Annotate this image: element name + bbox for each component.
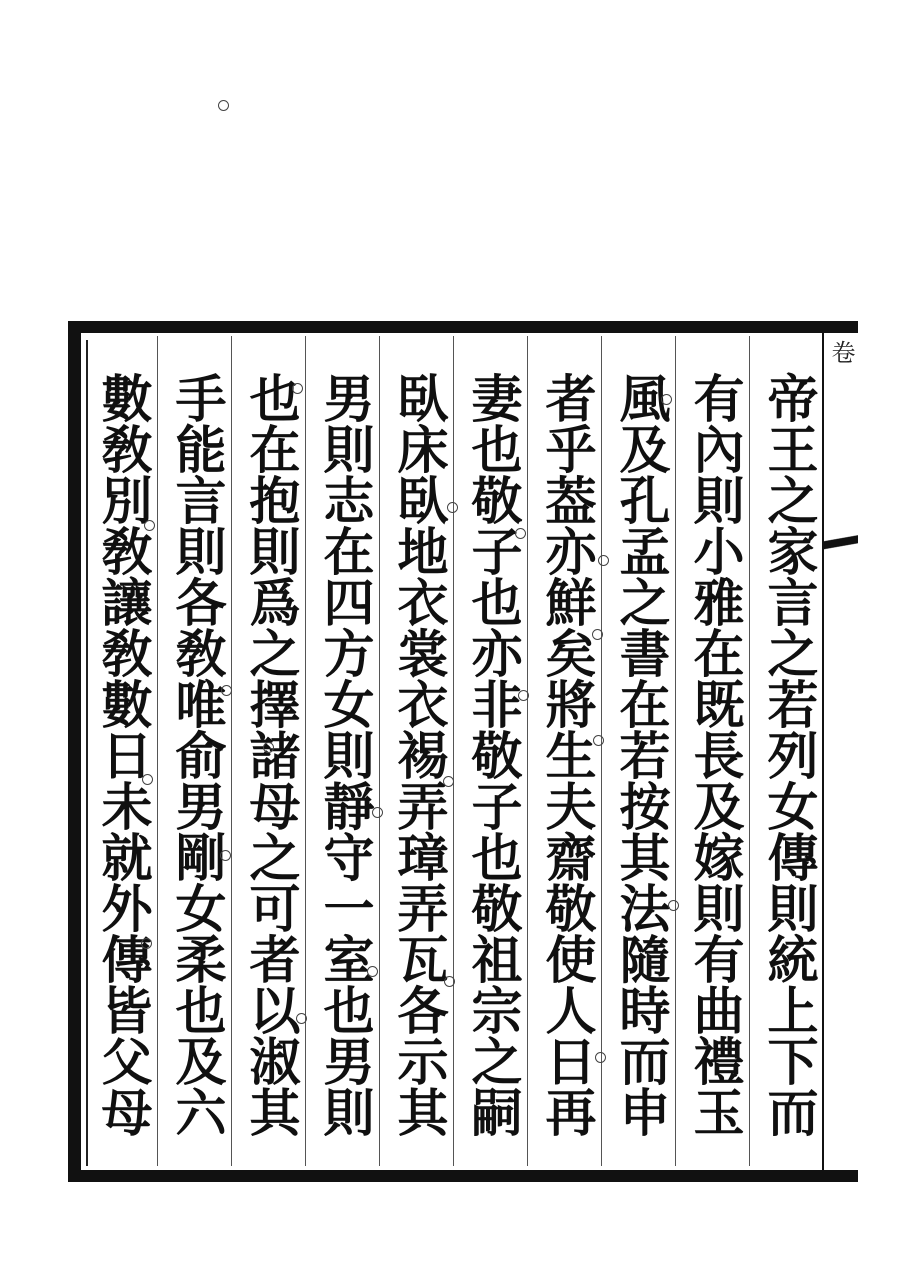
punctuation-dot xyxy=(598,555,609,566)
punctuation-dot xyxy=(661,394,672,405)
punctuation-dot xyxy=(592,629,603,640)
text-column-7: 男則志在四方女則靜守一室也男則 xyxy=(314,372,374,1137)
punctuation-dot xyxy=(444,976,455,987)
column-rule xyxy=(675,336,676,1166)
text-column-8: 也在抱則爲之擇諸母之可者以淑其 xyxy=(240,372,300,1137)
text-column-3: 風及孔孟之書在若按其法隨時而申 xyxy=(610,372,670,1137)
punctuation-dot xyxy=(367,966,378,977)
text-column-6: 臥床臥地衣裳衣裼弄璋弄瓦各示其 xyxy=(388,372,448,1137)
text-columns xyxy=(84,372,820,1172)
punctuation-dot xyxy=(292,383,303,394)
text-column-10: 數敎別敎讓敎數日未就外傳皆父母 xyxy=(92,372,152,1137)
column-rule xyxy=(305,336,306,1166)
punctuation-dot xyxy=(447,502,458,513)
punctuation-dot xyxy=(144,520,155,531)
punctuation-dot xyxy=(263,742,274,753)
text-column-9: 手能言則各敎唯俞男剛女柔也及六 xyxy=(166,372,226,1137)
punctuation-dot xyxy=(593,735,604,746)
punctuation-dot xyxy=(518,690,529,701)
punctuation-dot xyxy=(142,774,153,785)
punctuation-dot xyxy=(443,776,454,787)
column-rule xyxy=(231,336,232,1166)
punctuation-dot xyxy=(221,685,232,696)
column-rule xyxy=(379,336,380,1166)
punctuation-dot xyxy=(218,100,229,111)
text-column-4: 者乎葢亦鮮矣將生夫齋敬使人日再 xyxy=(536,372,596,1137)
column-rule xyxy=(527,336,528,1166)
frame-left-border xyxy=(68,321,81,1182)
punctuation-dot xyxy=(296,1013,307,1024)
fold-label: 卷 xyxy=(827,340,855,368)
punctuation-dot xyxy=(595,1052,606,1063)
column-rule xyxy=(453,336,454,1166)
text-column-5: 妻也敬子也亦非敬子也敬祖宗之嗣 xyxy=(462,372,522,1137)
punctuation-dot xyxy=(668,900,679,911)
text-column-1: 帝王之家言之若列女傳則統上下而 xyxy=(758,372,818,1137)
column-rule xyxy=(601,336,602,1166)
punctuation-dot xyxy=(515,528,526,539)
column-rule xyxy=(749,336,750,1166)
center-fold-strip xyxy=(822,333,860,1170)
column-rule xyxy=(157,336,158,1166)
frame-top-border xyxy=(68,321,858,333)
punctuation-dot xyxy=(372,807,383,818)
punctuation-dot xyxy=(220,850,231,861)
punctuation-dot xyxy=(141,938,152,949)
fish-tail-mark xyxy=(822,525,858,559)
text-column-2: 有內則小雅在既長及嫁則有曲禮玉 xyxy=(684,372,744,1137)
